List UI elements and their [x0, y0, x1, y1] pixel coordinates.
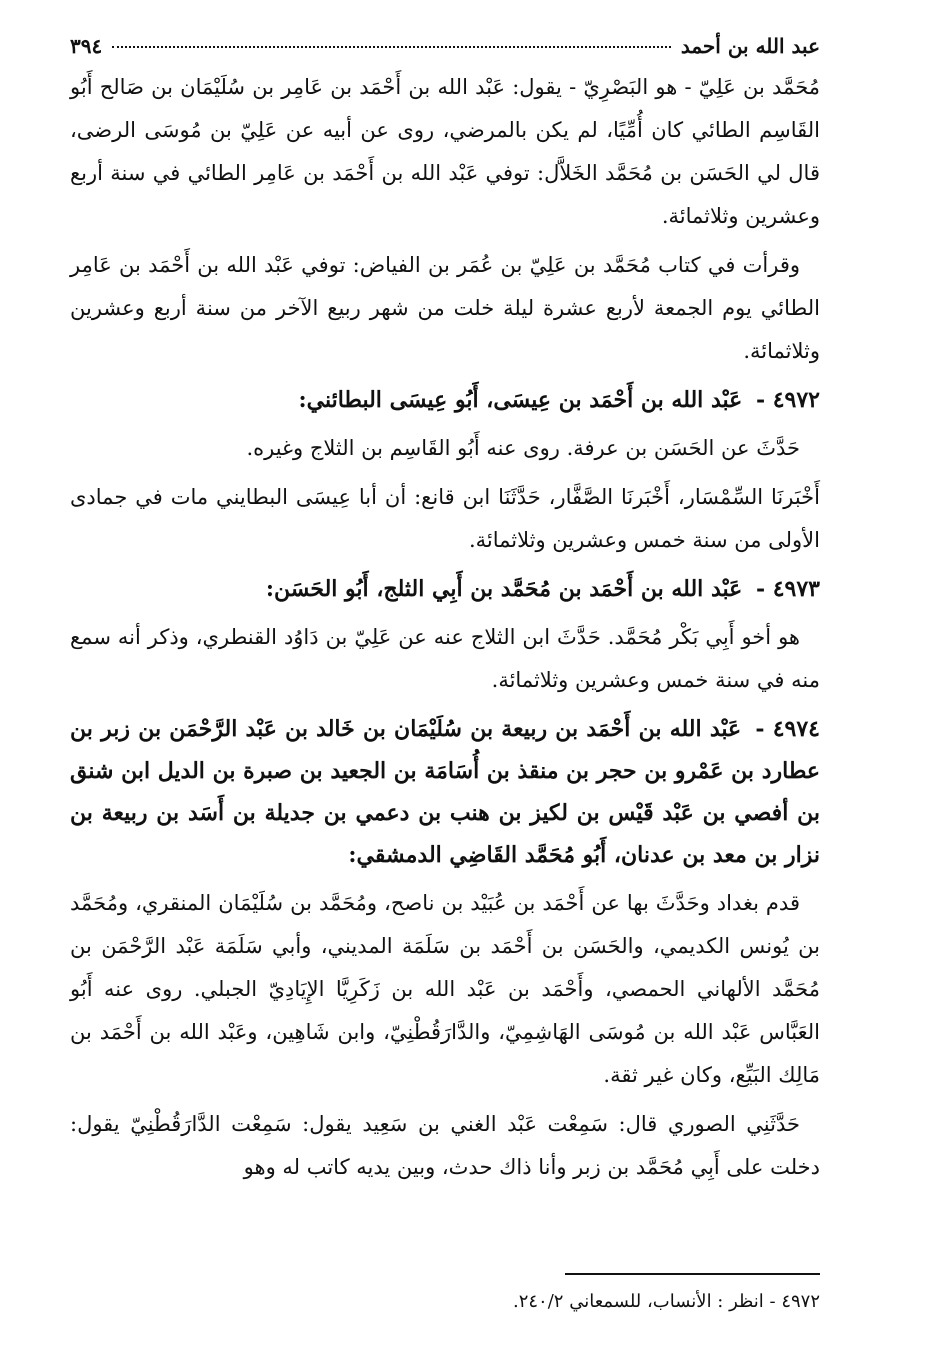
entry-title: عَبْد الله بن أَحْمَد بن مُحَمَّد بن أَبِي الثلج، أَبُو الحَسَن: — [265, 576, 743, 602]
entry-heading-4972 — [70, 379, 820, 421]
header-dot-leader — [112, 46, 671, 48]
entry-heading-4973 — [70, 568, 820, 610]
footnote-divider — [565, 1273, 820, 1275]
page-number: ٣٩٤ — [70, 34, 103, 58]
paragraph-fayyad-book: وقرأت في كتاب مُحَمَّد بن عَلِيّ بن عُمَر بن الفياض: توفي عَبْد الله بن أَحْمَد بن عَامِر الطائي يوم الجمعة لأربع عشرة ليلة خلت من شهر ربيع الآخر من سنة أربع وعشرين وثلاثمائة. — [70, 253, 820, 363]
paragraph-4974-bio: قدم بغداد وحَدَّثَ بها عن أَحْمَد بن عُبَيْد بن ناصح، ومُحَمَّد بن سُلَيْمَان المنقري، ومُحَمَّد بن يُونس الكديمي، والحَسَن بن أَحْمَد بن سَلَمَة المديني، وأبي سَلَمَة عَبْد الرَّحْمَن بن مُحَمَّد الألهاني الحمصي، وأَحْمَد بن عَبْد الله بن زَكَرِيَّا الإِيَادِيّ الجبلي. روى عنه أَبُو العَبَّاس عَبْد الله بن مُوسَى الهَاشِمِيّ، والدَّارَقُطْنِيّ، وابن شَاهِين، وعَبْد الله بن أَحْمَد بن مَالِك البَيِّع، وكان غير ثقة. — [70, 891, 820, 1087]
paragraph-basri-quote: مُحَمَّد بن عَلِيّ - هو البَصْرِيّ - يقول: عَبْد الله بن أَحْمَد بن عَامِر بن سُلَيْمَان بن صَالح أَبُو القَاسِم الطائي كان أُمِّيًا، لم يكن بالمرضي، روى عن أبيه عن عَلِيّ بن مُوسَى الرضى، قال لي الحَسَن بن مُحَمَّد الخَلاَّل: توفي عَبْد الله بن أَحْمَد بن عَامِر الطائي في سنة أربع وعشرين وثلاثمائة. — [70, 75, 820, 228]
entry-heading-4974 — [70, 708, 820, 876]
entry-number: ٤٩٧٢ - — [755, 387, 820, 413]
running-title: عبد الله بن أحمد — [680, 34, 820, 58]
entry-number: ٤٩٧٣ - — [755, 576, 820, 602]
paragraph-4974-anecdote: حَدَّثَنِي الصوري قال: سَمِعْت عَبْد الغني بن سَعِيد يقول: سَمِعْت الدَّارَقُطْنِيّ يقول: دخلت على أَبِي مُحَمَّد بن زبر وأنا ذاك حدث، وبين يديه كاتب له وهو — [70, 1112, 820, 1179]
paragraph-4973-bio: هو أخو أَبِي بَكْر مُحَمَّد. حَدَّثَ ابن الثلاج عنه عن عَلِيّ بن دَاوُد القنطري، وذكر أنه سمع منه في سنة خمس وعشرين وثلاثمائة. — [70, 625, 820, 692]
paragraph-4972-death: أَخْبَرنَا السِّمْسَار، أَخْبَرنَا الصَّفَّار، حَدَّثَنَا ابن قانع: أن أبا عِيسَى البطايني مات في جمادى الأولى من سنة خمس وعشرين وثلاثمائة. — [70, 485, 820, 552]
entry-title: عَبْد الله بن أَحْمَد بن ربيعة بن سُلَيْمَان بن خَالد بن عَبْد الرَّحْمَن بن زبر بن عطارد بن عَمْرو بن حجر بن منقذ بن أُسَامَة بن الجعيد بن صبرة بن الديل ابن شنق بن أفصي بن عَبْد قَيْس بن لكيز بن هنب بن دعمي بن جديلة بن أَسَد بن ربيعة بن نزار بن معد بن عدنان، أَبُو مُحَمَّد القَاضِي الدمشقي: — [70, 716, 820, 868]
entry-number: ٤٩٧٤ - — [755, 716, 820, 742]
footnote: ٤٩٧٢ - انظر : الأنساب، للسمعاني ٢٤٠/٢. — [512, 1291, 820, 1312]
running-header — [70, 34, 820, 58]
paragraph-4972-narration: حَدَّثَ عن الحَسَن بن عرفة. روى عنه أَبُو القَاسِم بن الثلاج وغيره. — [246, 436, 800, 460]
entry-title: عَبْد الله بن أَحْمَد بن عِيسَى، أَبُو عِيسَى البطائني: — [298, 387, 743, 413]
main-text — [70, 66, 820, 1189]
